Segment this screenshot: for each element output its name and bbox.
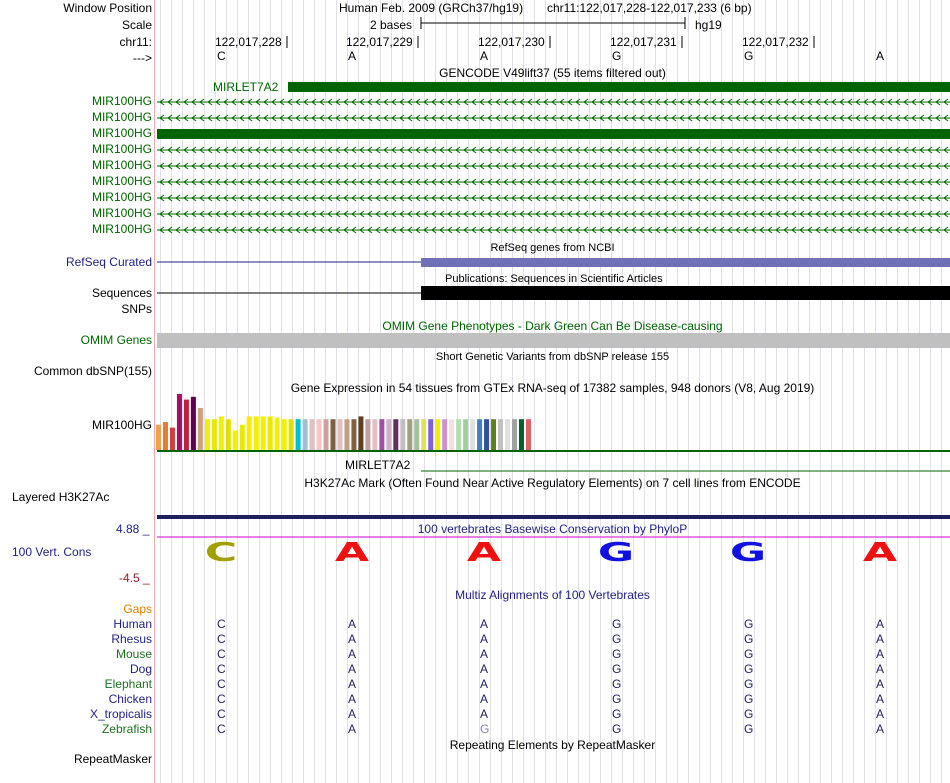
gtex-tissue-bar <box>191 397 196 450</box>
gtex-tissue-bar <box>233 430 238 450</box>
gtex-tissue-bar <box>358 416 363 450</box>
logo-base-A: A <box>862 537 898 568</box>
strand-label: ---> <box>133 51 152 65</box>
ruler-base: G <box>612 49 622 63</box>
gencode-title: GENCODE V49lift37 (55 items filtered out) <box>439 66 666 80</box>
gencode-top-gene-label[interactable]: MIRLET7A2 <box>213 80 279 94</box>
gtex-tissue-bar <box>456 419 461 450</box>
gtex-tissue-bar <box>344 419 349 450</box>
gtex-tissue-bar <box>219 416 224 450</box>
species-label[interactable]: X_tropicalis <box>89 707 152 721</box>
ruler-position-label: 122,017,228 <box>215 35 282 49</box>
gencode-row-label[interactable]: MIR100HG <box>91 206 152 220</box>
gtex-tissue-bar <box>498 419 503 450</box>
alignment-base: A <box>348 677 357 691</box>
gtex-tissue-bar <box>212 419 217 450</box>
alignment-base: A <box>876 617 885 631</box>
alignment-base: G <box>612 647 622 661</box>
alignment-base: A <box>480 617 489 631</box>
gencode-exon-bar <box>157 129 950 139</box>
alignment-base: G <box>612 662 622 676</box>
gtex-tissue-bar <box>177 394 182 450</box>
alignment-base: A <box>876 722 885 736</box>
ruler-base: A <box>348 49 357 63</box>
gencode-top-gene-bar <box>288 82 950 92</box>
gtex-tissue-bar <box>414 419 419 450</box>
gtex-tissue-bar <box>184 400 189 450</box>
alignment-base: A <box>348 617 357 631</box>
conservation-title: 100 vertebrates Basewise Conservation by PhyloP <box>417 522 688 536</box>
alignment-base: C <box>217 677 226 691</box>
alignment-base: A <box>480 662 489 676</box>
gtex-tissue-bar <box>275 418 280 450</box>
ruler-base: G <box>744 49 754 63</box>
gtex-tissue-bar <box>442 419 447 450</box>
gtex-tissue-bar <box>198 408 203 450</box>
alignment-base: A <box>876 647 885 661</box>
gtex-tissue-bar <box>337 419 342 450</box>
gtex-tissue-bar <box>226 419 231 450</box>
ruler-base: A <box>480 49 489 63</box>
h3k27ac-signal <box>157 515 950 519</box>
assembly-name: Human Feb. 2009 (GRCh37/hg19) <box>339 1 524 15</box>
conservation-min-label: -4.5 _ <box>119 571 150 585</box>
ruler-base: A <box>876 49 885 63</box>
gtex-tissue-bar <box>505 419 510 450</box>
gtex-label[interactable]: MIR100HG <box>91 418 152 432</box>
species-label[interactable]: Zebrafish <box>101 722 152 736</box>
alignment-base: A <box>876 677 885 691</box>
h3k27ac-label[interactable]: Layered H3K27Ac <box>12 490 110 504</box>
alignment-base: A <box>348 692 357 706</box>
alignment-base: A <box>480 647 489 661</box>
alignment-base: A <box>480 692 489 706</box>
gtex-tissue-bar <box>289 419 294 450</box>
alignment-base: G <box>612 617 622 631</box>
alignment-base: G <box>744 647 754 661</box>
alignment-base: G <box>612 677 622 691</box>
dbsnp-label[interactable]: Common dbSNP(155) <box>33 364 152 378</box>
alignment-base: G <box>744 677 754 691</box>
alignment-base: C <box>217 632 226 646</box>
alignment-base: A <box>876 662 885 676</box>
window-position-label: Window Position <box>63 1 152 15</box>
dbsnp-title: Short Genetic Variants from dbSNP release 155 <box>435 351 670 363</box>
conservation-label[interactable]: 100 Vert. Cons <box>12 545 92 559</box>
repeatmasker-title: Repeating Elements by RepeatMasker <box>449 738 656 752</box>
multiz-title: Multiz Alignments of 100 Vertebrates <box>455 588 650 602</box>
gtex-tissue-bar <box>156 425 161 450</box>
alignment-base: A <box>480 677 489 691</box>
gtex-tissue-bar <box>512 419 517 450</box>
gencode-row-label[interactable]: MIR100HG <box>91 110 152 124</box>
refseq-title: RefSeq genes from NCBI <box>490 242 615 254</box>
omim-bar <box>157 333 950 348</box>
alignment-base: C <box>217 692 226 706</box>
snps-label[interactable]: SNPs <box>121 302 152 316</box>
gtex-tissue-bar <box>435 419 440 450</box>
ruler-position-label: 122,017,230 <box>478 35 545 49</box>
gtex-tissue-bar <box>400 419 405 450</box>
conservation-max-label: 4.88 _ <box>116 522 150 536</box>
ruler-base: C <box>217 49 226 63</box>
repeatmasker-label[interactable]: RepeatMasker <box>73 752 152 766</box>
alignment-base: G <box>744 662 754 676</box>
gtex-tissue-bar <box>310 419 315 450</box>
gtex-tissue-bar <box>268 416 273 450</box>
alignment-base: A <box>480 632 489 646</box>
alignment-base: A <box>348 632 357 646</box>
alignment-base: G <box>744 692 754 706</box>
alignment-base: G <box>744 632 754 646</box>
chrom-label: chr11: <box>119 35 152 49</box>
gtex-tissue-bar <box>428 419 433 450</box>
logo-base-G: G <box>597 537 635 568</box>
gtex-tissue-bar <box>205 419 210 450</box>
logo-base-G: G <box>729 537 767 568</box>
publications-bar <box>421 286 950 300</box>
alignment-base: G <box>612 692 622 706</box>
multiz-gaps-label: Gaps <box>123 602 152 616</box>
alignment-base: G <box>612 707 622 721</box>
gtex-tissue-bar <box>470 419 475 450</box>
gtex-tissue-bar <box>477 419 482 450</box>
species-label[interactable]: Mouse <box>115 647 152 661</box>
gtex-tissue-bar <box>351 419 356 450</box>
publications-label[interactable]: Sequences <box>91 286 152 300</box>
gencode-row-label[interactable]: MIR100HG <box>91 174 152 188</box>
gtex-tissue-bar <box>317 419 322 450</box>
species-label[interactable]: Chicken <box>108 692 152 706</box>
gtex-tissue-bar <box>365 419 370 450</box>
gtex-tissue-bar <box>324 419 329 450</box>
alignment-base: A <box>348 707 357 721</box>
species-label[interactable]: Human <box>113 617 152 631</box>
scale-db: hg19 <box>695 18 722 32</box>
gtex-tissue-bar <box>393 419 398 450</box>
alignment-base: G <box>480 722 490 736</box>
alignment-base: A <box>876 692 885 706</box>
refseq-exon-bar <box>421 258 950 267</box>
alignment-base: G <box>612 722 622 736</box>
ruler-position-label: 122,017,229 <box>346 35 413 49</box>
gtex-title: Gene Expression in 54 tissues from GTEx RNA-seq of 17382 samples, 948 donors (V8, Aug 2019) <box>290 381 815 395</box>
gtex-tissue-bar <box>254 416 259 450</box>
alignment-base: C <box>217 647 226 661</box>
alignment-base: A <box>348 647 357 661</box>
gtex-tissue-bar <box>170 428 175 450</box>
alignment-base: A <box>876 632 885 646</box>
gtex-tissue-bar <box>303 419 308 450</box>
scale-value: 2 bases <box>370 18 413 32</box>
logo-base-A: A <box>466 537 502 568</box>
gtex-tissue-bar <box>407 419 412 450</box>
species-label[interactable]: Dog <box>129 662 152 676</box>
gtex-tissue-bar <box>491 419 496 450</box>
omim-label[interactable]: OMIM Genes <box>80 333 152 347</box>
species-label[interactable]: Rhesus <box>111 632 152 646</box>
gencode-row-label[interactable]: MIR100HG <box>91 94 152 108</box>
gtex-tissue-bar <box>463 419 468 450</box>
gencode-row-label[interactable]: MIR100HG <box>91 142 152 156</box>
alignment-base: A <box>348 722 357 736</box>
alignment-base: A <box>876 707 885 721</box>
h3k27ac-title: H3K27Ac Mark (Often Found Near Active Regulatory Elements) on 7 cell lines from ENCODE <box>304 476 801 490</box>
ruler-position-label: 122,017,231 <box>610 35 677 49</box>
logo-base-A: A <box>334 537 370 568</box>
gtex-tissue-bar <box>261 416 266 450</box>
gtex-tissue-bar <box>331 419 336 450</box>
alignment-base: A <box>480 707 489 721</box>
gencode-row-label[interactable]: MIR100HG <box>91 158 152 172</box>
gtex-tissue-bar <box>372 419 377 450</box>
gtex-tissue-bar <box>526 419 531 450</box>
alignment-base: G <box>744 707 754 721</box>
gtex-tissue-bar <box>449 419 454 450</box>
gtex-tissue-bar <box>296 419 301 450</box>
alignment-base: G <box>744 722 754 736</box>
ruler-position-label: 122,017,232 <box>742 35 809 49</box>
alignment-base: G <box>744 617 754 631</box>
gtex-tissue-bar <box>484 419 489 450</box>
alignment-base: A <box>348 662 357 676</box>
scale-label: Scale <box>121 18 152 32</box>
gtex-tissue-bar <box>421 419 426 450</box>
gtex-tissue-bar <box>379 419 384 450</box>
gtex-tissue-bar <box>163 422 168 450</box>
alignment-base: C <box>217 707 226 721</box>
logo-base-C: C <box>204 537 238 568</box>
gencode-row-label[interactable]: MIR100HG <box>91 126 152 140</box>
alignment-base: G <box>612 632 622 646</box>
gencode-row-label[interactable]: MIR100HG <box>91 190 152 204</box>
refseq-label[interactable]: RefSeq Curated <box>65 255 152 269</box>
gencode-row-label[interactable]: MIR100HG <box>91 222 152 236</box>
gtex-tissue-bar <box>240 425 245 450</box>
gtex-tissue-bar <box>519 419 524 450</box>
gtex-tissue-bar <box>386 419 391 450</box>
gtex-tissue-bar <box>282 419 287 450</box>
alignment-base: C <box>217 662 226 676</box>
gtex-below-gene-label[interactable]: MIRLET7A2 <box>345 458 411 472</box>
species-label[interactable]: Elephant <box>104 677 152 691</box>
alignment-base: C <box>217 617 226 631</box>
omim-title: OMIM Gene Phenotypes - Dark Green Can Be Disease-causing <box>382 319 723 333</box>
position-range: chr11:122,017,228-122,017,233 (6 bp) <box>547 1 752 15</box>
alignment-base: C <box>217 722 226 736</box>
gtex-tissue-bar <box>247 416 252 450</box>
publications-title: Publications: Sequences in Scientific Articles <box>445 273 663 285</box>
